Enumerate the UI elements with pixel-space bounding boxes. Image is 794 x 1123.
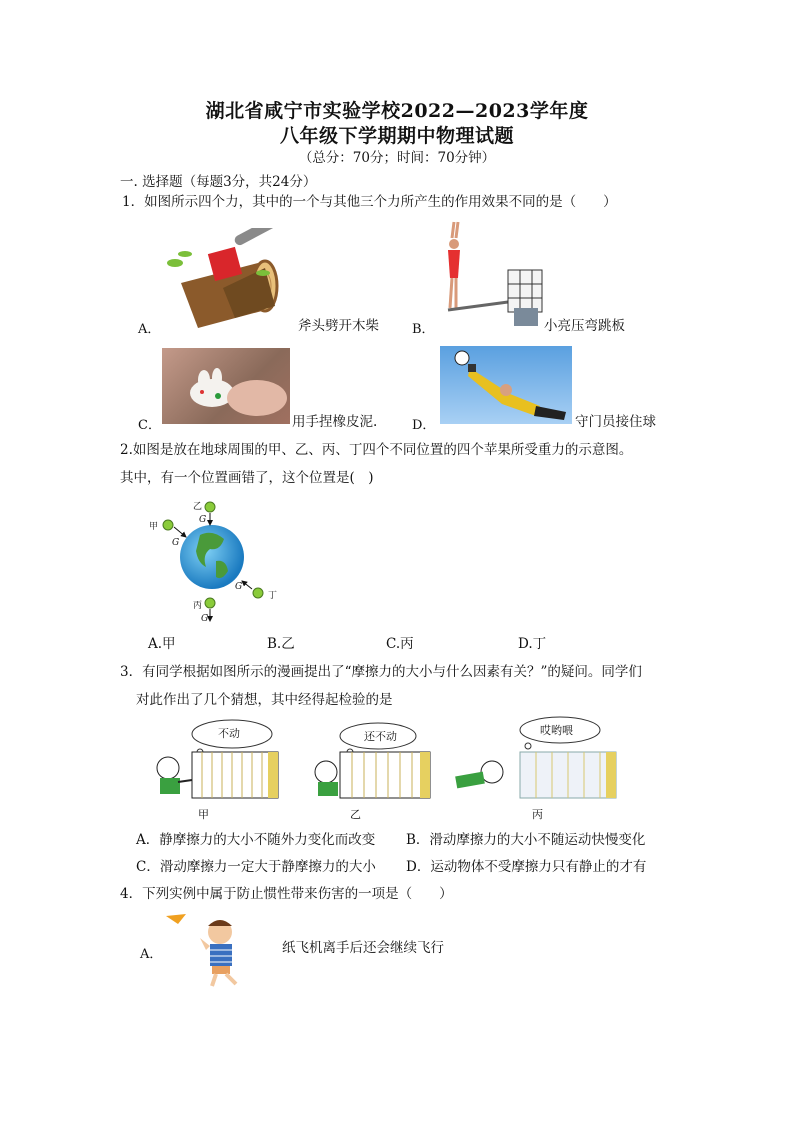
exam-meta: （总分：70分；时间：70分钟）: [298, 150, 496, 166]
label-g-jia: G: [172, 538, 180, 548]
q1-option-d-caption: 守门员接住球: [575, 414, 656, 430]
q1-option-c-caption: 用手捏橡皮泥.: [292, 414, 378, 430]
q3-option-a: A．静摩擦力的大小不随外力变化而改变: [136, 832, 376, 848]
panel-label-yi: 乙: [350, 808, 361, 821]
q3-option-c: C．滑动摩擦力一定大于静摩擦力的大小: [136, 859, 376, 875]
q4-option-a-caption: 纸飞机离手后还会继续飞行: [282, 940, 444, 956]
q1-option-c-letter: C．: [138, 418, 161, 433]
paper-plane-boy-image: [162, 910, 258, 992]
label-ding: 丁: [268, 591, 278, 601]
q1-option-d-letter: D．: [412, 418, 436, 433]
question-4-stem: 4．下列实例中属于防止惯性带来伤害的一项是（ ）: [120, 886, 453, 902]
question-3-stem-line2: 对此作出了几个猜想，其中经得起检验的是: [136, 692, 393, 708]
q4-option-a-letter: A．: [140, 947, 163, 962]
panel-label-jia: 甲: [198, 808, 209, 821]
q3-option-b: B．滑动摩擦力的大小不随运动快慢变化: [406, 832, 646, 848]
q1-option-b-letter: B．: [412, 322, 435, 337]
bubble-1-text: 不动: [218, 727, 240, 740]
q1-option-a-letter: A．: [138, 322, 161, 337]
bubble-3-text: 哎哟喂: [540, 724, 573, 737]
page-title: 湖北省咸宁市实验学校2022—2023学年度: [205, 100, 589, 122]
page-subtitle: 八年级下学期期中物理试题: [279, 125, 514, 147]
plasticine-photo: [162, 348, 290, 424]
q1-option-b-caption: 小亮压弯跳板: [544, 318, 625, 334]
bubble-2-text: 还不动: [364, 730, 397, 743]
q2-option-b: B.乙: [267, 636, 295, 652]
label-yi: 乙: [193, 502, 203, 512]
axe-wood-image: [163, 228, 293, 328]
q1-option-a-caption: 斧头劈开木柴: [298, 318, 379, 334]
label-g-yi: G: [199, 515, 207, 525]
question-2-stem-line2: 其中，有一个位置画错了，这个位置是( ): [120, 470, 374, 486]
diving-board-image: [436, 218, 544, 330]
section-heading: 一. 选择题（每题3分，共24分）: [120, 174, 317, 190]
q2-option-d: D.丁: [518, 636, 547, 652]
q2-option-a: A.甲: [148, 636, 176, 652]
q2-option-c: C.丙: [386, 636, 414, 652]
panel-label-bing: 丙: [532, 808, 543, 821]
question-1-stem: 1．如图所示四个力，其中的一个与其他三个力所产生的作用效果不同的是（ ）: [122, 194, 617, 210]
earth-apples-diagram: [140, 495, 290, 630]
question-2-stem-line1: 2.如图是放在地球周围的甲、乙、丙、丁四个不同位置的四个苹果所受重力的示意图。: [120, 442, 633, 458]
label-bing: 丙: [193, 601, 203, 611]
goalkeeper-photo: [440, 346, 572, 424]
label-g-bing: G: [201, 614, 209, 624]
label-jia: 甲: [149, 522, 159, 532]
question-3-stem-line1: 3．有同学根据如图所示的漫画提出了“摩擦力的大小与什么因素有关？”的疑问。同学们: [120, 664, 642, 680]
label-g-ding: G: [235, 582, 243, 592]
q3-option-d: D．运动物体不受摩擦力只有静止的才有: [406, 859, 647, 875]
